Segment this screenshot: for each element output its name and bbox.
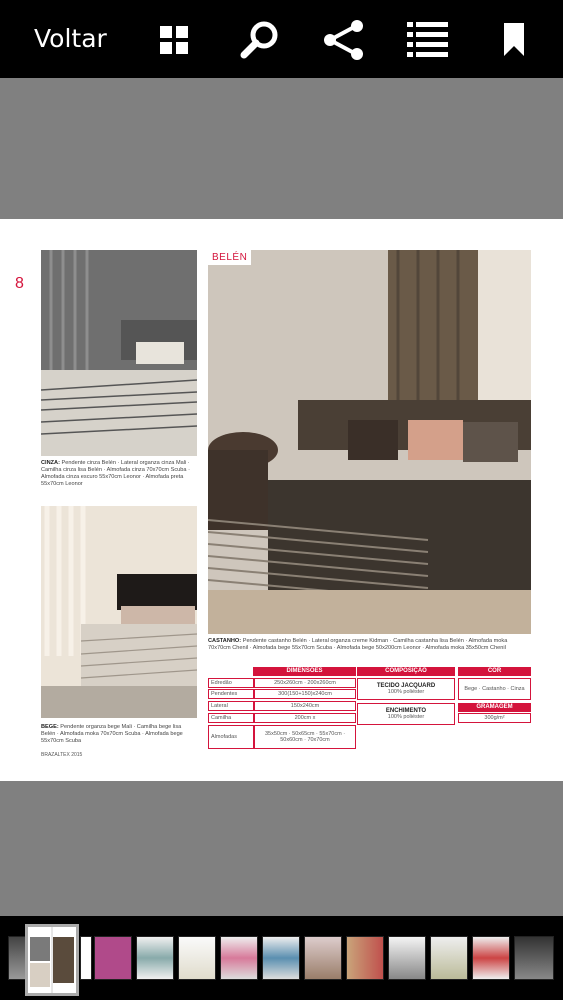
bedroom-photo-brown: [208, 250, 531, 634]
caption-brown-title: CASTANHO:: [208, 638, 242, 644]
page-thumbnail[interactable]: [80, 936, 92, 980]
bookmark-icon[interactable]: [492, 18, 536, 62]
color-value: Bege · Castanho · Cinza: [458, 678, 531, 700]
composition-filling-title: ENCHIMENTO: [385, 708, 427, 714]
back-button[interactable]: Voltar: [34, 24, 107, 53]
row-label-lateral: Lateral: [208, 701, 254, 711]
composition-header: COMPOSIÇÃO: [357, 667, 455, 676]
row-value-camilha: 200cm x: [254, 713, 356, 723]
bedroom-photo-beige: [41, 506, 197, 718]
grid-icon[interactable]: [152, 18, 196, 62]
publisher-footer: BRAZALTEX 2015: [41, 752, 83, 758]
composition-fabric-title: TECIDO JACQUARD: [376, 683, 436, 689]
collection-label: BELÉN: [208, 250, 251, 265]
row-value-lateral: 150x240cm: [254, 701, 356, 711]
caption-beige-text: Pendente organza bege Mali · Camilha bege lisa Belén · Almofada moka 70x70cm Scuba · Almofada bege 55x70cm Scuba: [41, 724, 183, 744]
row-label-camilha: Camilha: [208, 713, 254, 723]
page-thumbnail-selected[interactable]: [25, 924, 79, 996]
weight-header: GRAMAGEM: [458, 703, 531, 712]
page-thumbnail[interactable]: [304, 936, 342, 980]
row-label-pendentes: Pendentes: [208, 689, 254, 699]
page-thumbnail[interactable]: [262, 936, 300, 980]
thumbnail-strip: [0, 916, 563, 1000]
top-toolbar: [0, 0, 563, 78]
caption-beige: [41, 724, 197, 745]
bedroom-photo-grey: [41, 250, 197, 456]
dimensions-header: DIMENSÕES: [253, 667, 356, 676]
page-thumbnail[interactable]: [178, 936, 216, 980]
caption-beige-title: BEGE:: [41, 724, 59, 730]
page-thumbnail[interactable]: [388, 936, 426, 980]
caption-grey-text: Pendente cinza Belén · Lateral organza cinza Mali · Camilha cinza lisa Belén · Almofada cinza 70x70cm Scuba · Almofada cinza escuro 55x70cm Leonor · Almofada preta 55x70cm Leonor: [41, 460, 190, 487]
page-thumbnail[interactable]: [514, 936, 554, 980]
page-thumbnail[interactable]: [94, 936, 132, 980]
page-thumbnail[interactable]: [430, 936, 468, 980]
page-thumbnail[interactable]: [472, 936, 510, 980]
composition-fabric: [357, 678, 455, 700]
caption-grey-title: CINZA:: [41, 460, 60, 466]
composition-filling-value: 100% poliéster: [387, 714, 425, 720]
page-number: 8: [15, 275, 24, 292]
row-value-pendentes: 300(150+150)x240cm: [254, 689, 356, 699]
caption-brown-text: Pendente castanho Belén · Lateral organza creme Kidman · Camilha castanha lisa Belén · Almofada moka 70x70cm Chenil · Almofada bege 55x70cm Scuba · Almofada bege 50x200cm Leonor · Almofada moka 35x50cm Chenil: [208, 638, 508, 651]
page-thumbnail[interactable]: [346, 936, 384, 980]
page-thumbnail[interactable]: [136, 936, 174, 980]
share-icon[interactable]: [322, 18, 366, 62]
row-label-almofadas: Almofadas: [208, 725, 254, 749]
composition-filling: [357, 703, 455, 725]
weight-value: 300g/m²: [458, 713, 531, 723]
page-thumbnail[interactable]: [220, 936, 258, 980]
row-value-almofadas: 35x50cm · 50x65cm · 55x70cm · 50x60cm · 70x70cm: [254, 725, 356, 749]
row-label-edredao: Edredão: [208, 678, 254, 688]
list-icon[interactable]: [406, 18, 450, 62]
row-value-edredao: 250x260cm · 200x260cm: [254, 678, 356, 688]
search-icon[interactable]: [238, 18, 282, 62]
composition-fabric-value: 100% poliéster: [387, 689, 425, 695]
catalog-page[interactable]: [0, 219, 563, 781]
color-header: COR: [458, 667, 531, 676]
caption-brown: [208, 638, 531, 652]
caption-grey: [41, 460, 197, 488]
